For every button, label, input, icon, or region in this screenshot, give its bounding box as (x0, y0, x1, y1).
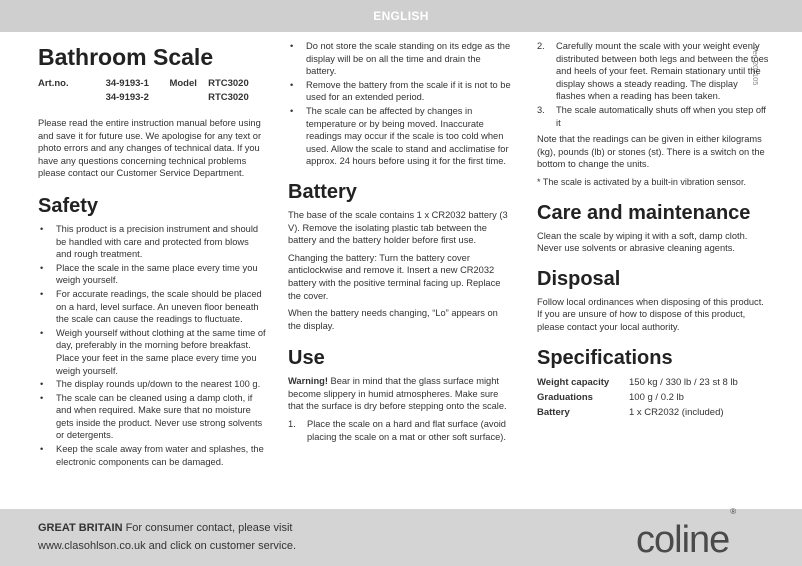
spec-value: 150 kg / 330 lb / 23 st 8 lb (629, 376, 738, 388)
specifications-table (537, 375, 769, 420)
footer-contact-line (38, 522, 293, 534)
use-heading: Use (288, 347, 325, 370)
disposal-heading: Disposal (537, 267, 621, 290)
spec-row (537, 390, 769, 405)
safety-list (38, 223, 266, 468)
battery-text-2: Changing the battery: Turn the battery cover anticlockwise and remove it. Insert a new CR2032 battery with the positive terminal facing up. Replace the cover. (288, 252, 501, 301)
warning-label: Warning! (288, 376, 328, 387)
coline-logo (636, 507, 736, 562)
footer-bar (0, 509, 802, 566)
footer-url-line: www.clasohlson.co.uk and click on customer service. (38, 540, 296, 552)
safety-heading: Safety (38, 194, 99, 217)
art-label: Art.no. (38, 78, 69, 89)
footer-contact-text: For consumer contact, please visit (122, 522, 293, 534)
step-number: 1. (288, 419, 296, 430)
use-steps (288, 418, 513, 443)
list-item: • The display rounds up/down to the nearest 100 g. (38, 378, 266, 391)
model-label: Model (169, 78, 197, 89)
step-text: Place the scale on a hard and flat surface (avoid placing the scale on a mat or other soft surface). (307, 419, 506, 442)
step-text: The scale automatically shuts off when you step off it (556, 104, 766, 128)
use-warning (288, 375, 513, 413)
units-note: Note that the readings can be given in either kilograms (kg), pounds (lb) or stones (st). There is a switch on the bottom to change the units. (537, 134, 765, 170)
warning-text: Bear in mind that the glass surface might become slippery in humid atmospheres. Make sure that the surface is dry before stepping onto the scale. (288, 376, 507, 412)
art-no-1: 34-9193-1 (105, 78, 149, 89)
spec-value: 1 x CR2032 (included) (629, 406, 724, 418)
spec-label: Weight capacity (537, 376, 610, 388)
list-item (537, 104, 769, 129)
intro-text: Please read the entire instruction manual before using and save it for future use. We apologise for any text or photo errors and any changes of technical data. If you have any questions concerning technical problems please contact our Customer Service Department. (38, 118, 262, 179)
battery-heading: Battery (288, 180, 357, 203)
battery-text-3: When the battery needs changing, “Lo” appears on the display. (288, 308, 498, 331)
care-text: Clean the scale by wiping it with a soft, damp cloth. Never use solvents or abrasive cleaning agents. (537, 230, 748, 254)
list-item: • This product is a precision instrument and should be handled with care and protected from blows and rough treatment. (38, 223, 266, 261)
spec-label: Graduations (537, 391, 593, 403)
list-item (537, 40, 769, 103)
column-1 (38, 40, 266, 474)
article-numbers (38, 77, 266, 105)
step-number: 2. (537, 41, 545, 51)
spec-value: 100 g / 0.2 lb (629, 391, 684, 403)
page-title: Bathroom Scale (38, 44, 214, 70)
language-header-bar (0, 0, 802, 32)
list-item: • Keep the scale away from water and splashes, the electronic components can be damaged. (38, 443, 266, 468)
footer-country: GREAT BRITAIN (38, 522, 123, 534)
list-item: • Place the scale in the same place every time you weigh yourself. (38, 262, 266, 287)
spec-label: Battery (537, 406, 570, 418)
version-label: Ver. 201105 (751, 46, 760, 86)
step-number: 3. (537, 104, 545, 115)
model-1: RTC3020 (208, 78, 249, 89)
column-2 (288, 40, 513, 447)
disposal-text: Follow local ordinances when disposing of this product. If you are unsure of how to dispose of this product, please contact your local authority. (537, 296, 764, 332)
spec-row (537, 375, 769, 390)
specifications-heading: Specifications (537, 346, 673, 369)
list-item: • For accurate readings, the scale should be placed on a hard, level surface. An uneven floor beneath the scale can cause the readings to fluctuate. (38, 288, 266, 326)
storage-list (288, 40, 513, 168)
spec-row (537, 405, 769, 420)
art-no-2: 34-9193-2 (105, 92, 149, 103)
step-text: Carefully mount the scale with your weight evenly distributed between both legs and between the toes and heels of your feet. Remain stationary until the display shows a steady reading. The display flashes when a reading has been taken. (556, 41, 769, 102)
list-item: • Weigh yourself without clothing at the same time of day, preferably in the morning before breakfast. Place your feet in the same place every time you weigh yourself. (38, 327, 266, 377)
care-heading: Care and maintenance (537, 201, 751, 224)
column-3 (537, 40, 769, 420)
list-item: • Do not store the scale standing on its edge as the display will be on all the time and drain the battery. (288, 40, 513, 78)
vibration-footnote: * The scale is activated by a built-in vibration sensor. (537, 176, 746, 187)
list-item: • Remove the battery from the scale if it is not to be used for an extended period. (288, 79, 513, 104)
registered-mark: ® (730, 507, 736, 517)
brand-name: coline (636, 519, 730, 561)
language-label: ENGLISH (373, 9, 429, 23)
model-2: RTC3020 (208, 92, 249, 103)
list-item (288, 418, 513, 443)
battery-text-1: The base of the scale contains 1 x CR2032 battery (3 V). Remove the isolating plastic tab between the battery and the battery holder before first use. (288, 209, 508, 246)
list-item: • The scale can be affected by changes in temperature or by being moved. Inaccurate readings may occur if the scale is too cold when used. Allow the scale to stand and acclimatise for approx. 24 hours before using it for the first time. (288, 105, 513, 168)
list-item: • The scale can be cleaned using a damp cloth, if and when required. Make sure that no moisture gets inside the product. Never use strong solvents or detergents. (38, 392, 266, 442)
use-steps-continued (537, 40, 769, 129)
